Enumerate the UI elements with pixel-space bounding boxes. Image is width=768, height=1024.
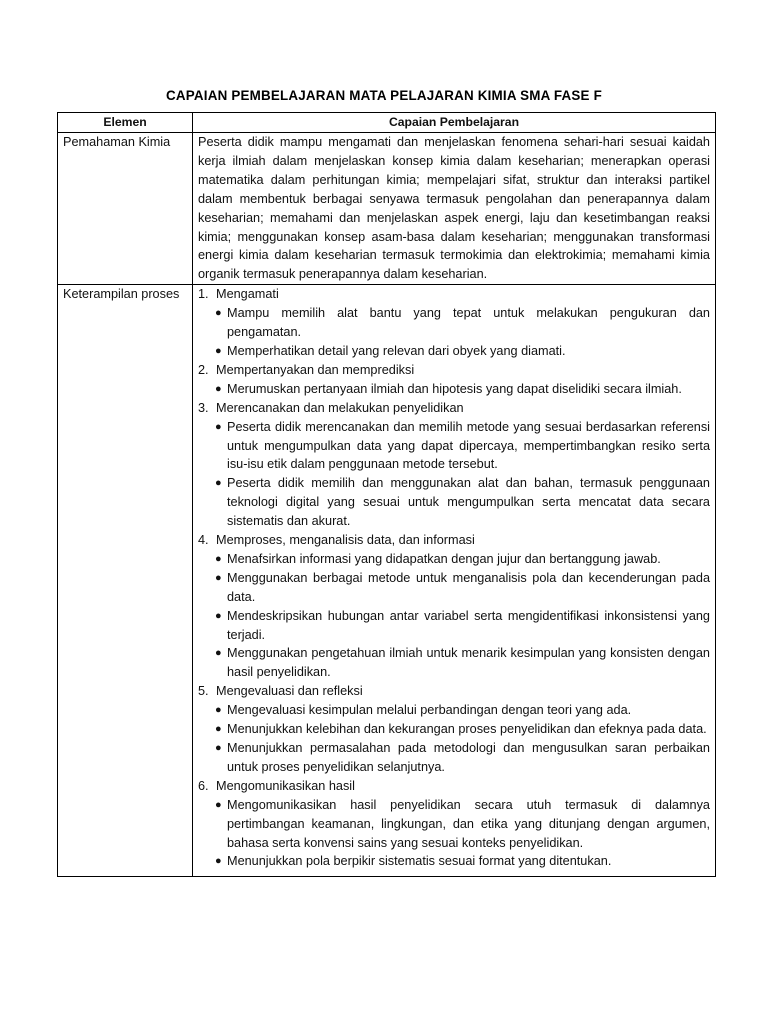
stage-item [198, 777, 710, 872]
list-item [215, 304, 710, 342]
list-item [215, 739, 710, 777]
stage-item [198, 531, 710, 682]
bullet-icon: ● [215, 382, 222, 395]
bullet-icon: ● [215, 571, 222, 584]
document-title: CAPAIAN PEMBELAJARAN MATA PELAJARAN KIMIA SMA FASE F [166, 88, 602, 103]
point-text: Merumuskan pertanyaan ilmiah dan hipotesis yang dapat diselidiki secara ilmiah. [227, 381, 682, 396]
point-text: Mampu memilih alat bantu yang tepat untuk melakukan pengukuran dan pengamatan. [227, 306, 710, 340]
point-text: Peserta didik merencanakan dan memilih metode yang sesuai berdasarkan referensi untuk mengumpulkan data yang dapat dipercaya, mempertimbangkan resiko serta isu-isu etik dalam penggunaan metode tersebut. [227, 419, 710, 472]
bullet-icon: ● [215, 609, 222, 622]
stage-heading [198, 285, 710, 304]
stage-point-list [198, 380, 710, 399]
stage-title: Mengamati [216, 287, 279, 302]
bullet-icon: ● [215, 552, 222, 565]
list-item [215, 418, 710, 475]
table-row-keterampilan [58, 285, 716, 877]
stage-heading [198, 682, 710, 701]
stage-title: Mengomunikasikan hasil [216, 778, 355, 793]
bullet-icon: ● [215, 855, 222, 868]
stage-item [198, 682, 710, 777]
stage-heading [198, 531, 710, 550]
bullet-icon: ● [215, 647, 222, 660]
point-text: Menggunakan pengetahuan ilmiah untuk menarik kesimpulan yang konsisten dengan hasil penyelidikan. [227, 646, 710, 680]
bullet-icon: ● [215, 704, 222, 717]
bullet-icon: ● [215, 420, 222, 433]
table-header-row [58, 113, 716, 133]
stage-title: Mengevaluasi dan refleksi [216, 684, 363, 699]
stage-number: 3. [198, 400, 209, 415]
list-item [215, 852, 710, 871]
stage-point-list [198, 418, 710, 531]
point-text: Menunjukkan permasalahan pada metodologi dan mengusulkan saran perbaikan untuk proses penyelidikan selanjutnya. [227, 741, 710, 774]
list-item [215, 607, 710, 645]
header-elemen: Elemen [58, 113, 193, 133]
bullet-icon: ● [215, 477, 222, 490]
point-text: Mendeskripsikan hubungan antar variabel serta mengidentifikasi inkonsistensi yang terjadi. [227, 608, 710, 642]
bullet-icon: ● [215, 307, 222, 320]
stage-point-list [198, 304, 710, 361]
list-item [215, 569, 710, 607]
list-item [215, 474, 710, 531]
list-item [215, 380, 710, 399]
stage-item [198, 285, 710, 361]
list-item [215, 644, 710, 682]
elemen-cell: Pemahaman Kimia [58, 133, 193, 285]
point-text: Mengomunikasikan hasil penyelidikan secara utuh termasuk di dalamnya pertimbangan keamanan, lingkungan, dan etika yang ditunjang dengan argumen, bahasa serta konvensi sains yang sesuai konteks penyelidikan. [227, 797, 710, 850]
stage-heading [198, 361, 710, 380]
list-item [215, 701, 710, 720]
point-text: Memperhatikan detail yang relevan dari obyek yang diamati. [227, 343, 566, 358]
header-capaian: Capaian Pembelajaran [193, 113, 716, 133]
bullet-icon: ● [215, 798, 222, 811]
stage-item [198, 361, 710, 399]
stage-number: 4. [198, 533, 209, 548]
elemen-cell: Keterampilan proses [58, 285, 193, 877]
stage-point-list [198, 701, 710, 777]
stage-item [198, 399, 710, 531]
stage-number: 2. [198, 362, 209, 377]
stage-number: 6. [198, 778, 209, 793]
stage-title: Mempertanyakan dan memprediksi [216, 362, 415, 377]
bullet-icon: ● [215, 344, 222, 357]
list-item [215, 796, 710, 853]
capaian-cell [193, 285, 716, 877]
list-item [215, 342, 710, 361]
point-text: Menunjukkan kelebihan dan kekurangan proses penyelidikan dan efeknya pada data. [227, 722, 707, 737]
bullet-icon: ● [215, 742, 222, 754]
point-text: Peserta didik memilih dan menggunakan alat dan bahan, termasuk penggunaan teknologi digital yang sesuai untuk mengumpulkan serta mencatat data secara sistematis dan akurat. [227, 476, 710, 529]
process-stage-list [198, 285, 710, 876]
stage-point-list [198, 550, 710, 682]
stage-title: Merencanakan dan melakukan penyelidikan [216, 400, 464, 415]
stage-number: 5. [198, 684, 209, 699]
table-row-pemahaman [58, 133, 716, 285]
capaian-table [57, 112, 716, 877]
stage-heading [198, 399, 710, 418]
list-item [215, 720, 710, 739]
capaian-cell: Peserta didik mampu mengamati dan menjelaskan fenomena sehari-hari sesuai kaidah kerja ilmiah dalam menjelaskan konsep kimia dalam keseharian; menerapkan operasi matematika dalam perhitungan kimia; mempelajari sifat, struktur dan interaksi partikel dalam membentuk berbagai senyawa termasuk pengolahan dan penerapannya dalam keseharian; memahami dan menjelaskan aspek energi, laju dan kesetimbangan reaksi kimia; menggunakan konsep asam-basa dalam keseharian; menggunakan transformasi energi kimia dalam keseharian termasuk termokimia dan elektrokimia; memahami kimia organik termasuk penerapannya dalam keseharian. [193, 133, 716, 285]
stage-heading [198, 777, 710, 796]
stage-point-list [198, 796, 710, 872]
stage-number: 1. [198, 287, 209, 302]
point-text: Menggunakan berbagai metode untuk menganalisis pola dan kecenderungan pada data. [227, 570, 710, 604]
point-text: Menunjukkan pola berpikir sistematis sesuai format yang ditentukan. [227, 854, 612, 869]
stage-title: Memproses, menganalisis data, dan informasi [216, 533, 475, 548]
point-text: Menafsirkan informasi yang didapatkan dengan jujur dan bertanggung jawab. [227, 551, 661, 566]
point-text: Mengevaluasi kesimpulan melalui perbandingan dengan teori yang ada. [227, 703, 632, 718]
bullet-icon: ● [215, 723, 222, 736]
list-item [215, 550, 710, 569]
